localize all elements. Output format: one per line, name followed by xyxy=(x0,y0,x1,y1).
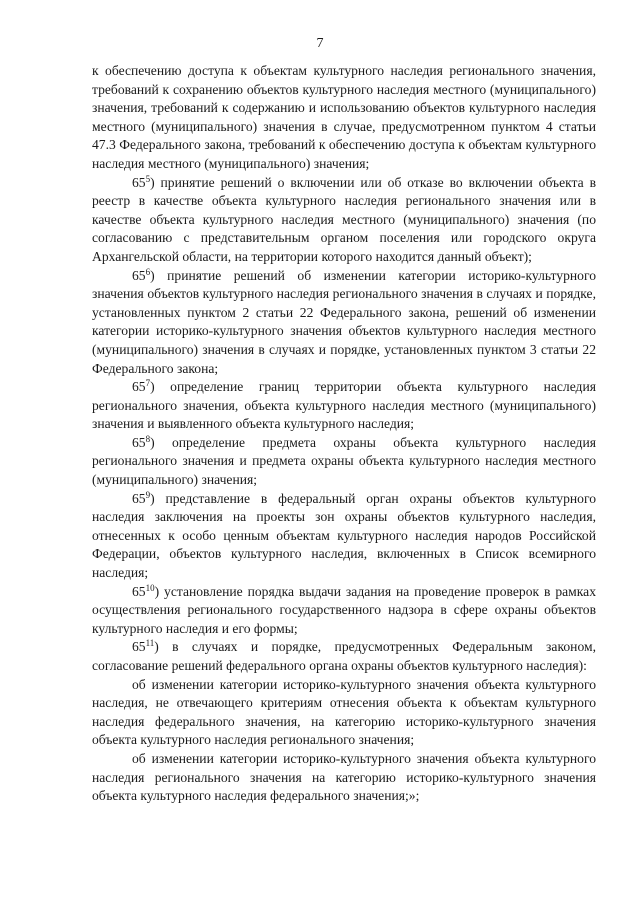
paragraph-number: 65 xyxy=(132,267,146,283)
document-body xyxy=(92,62,596,806)
paragraph-number: 65 xyxy=(132,434,146,450)
paragraph-number: 65 xyxy=(132,174,146,190)
paragraph-text: ) определение границ территории объекта культурного наследия регионального значения, объекта культурного наследия местного (муниципального) значения и выявленного объекта культурного наследия; xyxy=(92,379,596,432)
paragraph-65-8 xyxy=(92,434,596,490)
paragraph-text: об изменении категории историко-культурного значения объекта культурного наследия, не отвечающего критериям отнесения объекта к объектам культурного наследия федерального значения, на категорию историко-культурного значения объекта культурного наследия регионального значения; xyxy=(92,676,596,748)
paragraph-superscript: 11 xyxy=(145,638,155,649)
paragraph-text: к обеспечению доступа к объектам культурного наследия регионального значения, требований к сохранению объектов культурного наследия местного (муниципального) значения, требований к содержанию и использованию объектов культурного наследия местного (муниципального) значения в случае, предусмотренном пунктом 4 статьи 47.3 Федерального закона, требований к обеспечению доступа к объектам культурного наследия местного (муниципального) значения; xyxy=(92,63,596,171)
paragraph-superscript: 6 xyxy=(145,266,151,277)
paragraph-text: ) в случаях и порядке, предусмотренных Федеральным законом, согласование решений федерального органа охраны объектов культурного наследия): xyxy=(92,639,596,673)
paragraph-text: ) представление в федеральный орган охраны объектов культурного наследия заключения на проекты зон охраны объектов культурного наследия, отнесенных к особо ценным объектам культурного наследия народов Российской Федерации, объектов культурного наследия, включенных в Список всемирного наследия; xyxy=(92,490,596,581)
paragraph-superscript: 9 xyxy=(145,489,151,500)
paragraph-65-7 xyxy=(92,378,596,434)
paragraph-65-5 xyxy=(92,174,596,267)
paragraph-continuation xyxy=(92,62,596,174)
paragraph-text: ) принятие решений об изменении категории историко-культурного значения объектов культурного наследия регионального значения в случаях и порядке, установленных пунктом 2 статьи 22 Федерального закона, решений об изменении категории историко-культурного значения объектов культурного наследия местного (муниципального) значения в случаях и порядке, установленных пунктом 3 статьи 22 Федерального закона; xyxy=(92,267,596,376)
paragraph-text: об изменении категории историко-культурного значения объекта культурного наследия регионального значения на категорию историко-культурного значения объекта культурного наследия федерального значения;»; xyxy=(92,750,596,804)
paragraph-number: 65 xyxy=(132,490,146,506)
paragraph-superscript: 10 xyxy=(145,582,155,593)
paragraph-65-9 xyxy=(92,490,596,583)
paragraph-text: ) определение предмета охраны объекта культурного наследия регионального значения и предмета охраны объекта культурного наследия местного (муниципального) значения; xyxy=(92,434,596,488)
paragraph-number: 65 xyxy=(132,639,146,655)
paragraph-65-6 xyxy=(92,267,596,379)
paragraph-65-11 xyxy=(92,638,596,675)
paragraph-superscript: 8 xyxy=(145,433,151,444)
paragraph-superscript: 5 xyxy=(145,173,151,184)
paragraph-65-10 xyxy=(92,583,596,639)
subparagraph-1 xyxy=(92,676,596,750)
paragraph-text: ) установление порядка выдачи задания на проведение проверок в рамках осуществления регионального государственного надзора в сфере охраны объектов культурного наследия и его формы; xyxy=(92,583,596,636)
subparagraph-2 xyxy=(92,750,596,806)
paragraph-number: 65 xyxy=(132,583,146,599)
page-number: 7 xyxy=(316,36,324,51)
paragraph-superscript: 7 xyxy=(145,378,151,389)
paragraph-number: 65 xyxy=(132,379,146,395)
paragraph-text: ) принятие решений о включении или об отказе во включении объекта в реестр в качестве объекта культурного наследия регионального значения или в качестве объекта культурного наследия местного (муниципального) значения (по согласованию с представительным органом поселения или городского округа Архангельской области, на территории которого находится данный объект); xyxy=(92,174,596,264)
